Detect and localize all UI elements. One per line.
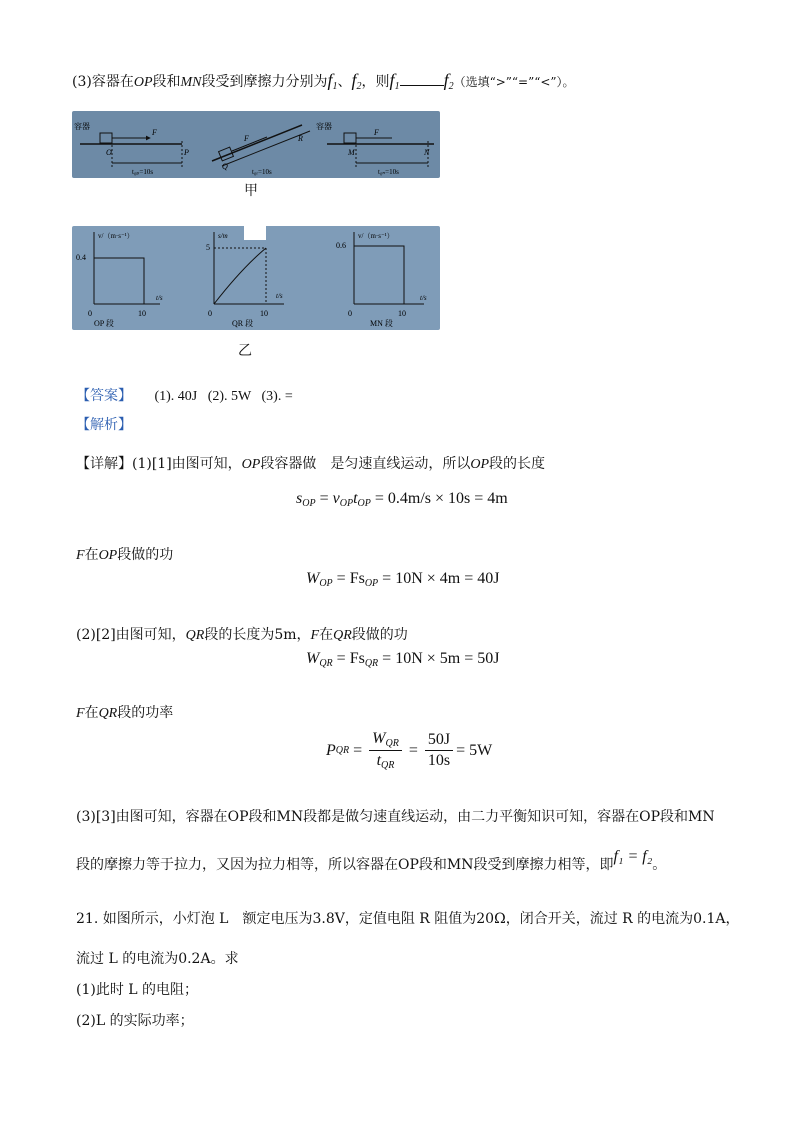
detail3-eq: f₁ = f₂ (613, 848, 653, 865)
q3-f2-sub: 2 (356, 81, 362, 92)
q3-f1b-sub: 1 (394, 81, 400, 92)
detail2-text4: 段做的功 (351, 627, 408, 643)
answer-items: (1). 40J (2). 5W (3). = (154, 389, 293, 404)
q3-f1-sub: 1 (332, 81, 338, 92)
p1-O: O (106, 148, 112, 157)
q3-text-e: （选填“>”“=”“<”）。 (453, 75, 575, 89)
detail1-text2: 段容器做 是匀速直线运动，所以 (260, 456, 471, 472)
q3-text-b: 段和 (152, 74, 181, 90)
q3-f2: f (351, 70, 357, 90)
eq4-rhs: = 5W (456, 741, 493, 759)
q3-f2b-sub: 2 (448, 81, 454, 92)
q3-sep: 、 (337, 74, 352, 90)
p1-P: P (184, 148, 189, 157)
g3-xval: 10 (398, 309, 406, 318)
eq1-lhs-sub: OP (302, 498, 316, 509)
figure-yi-caption: 乙 (238, 343, 252, 359)
q3-text-a: (3)容器在 (72, 74, 134, 90)
figure-jia-drawing (72, 111, 440, 178)
g1-xval: 10 (138, 309, 146, 318)
figure-yi-notch (244, 224, 266, 240)
detail2-qr2: QR (333, 628, 352, 643)
eq4-num2: 50J (425, 731, 453, 751)
q3-f1b: f (389, 70, 395, 90)
figure-yi-graphs (72, 226, 440, 330)
f-qr-text: 在 (84, 705, 99, 721)
equation-1: $s_{OP} = v_{OP}t_{OP} = 0.4m/s \times 10s = 4m$ (296, 490, 508, 509)
detail3-line2-text: 段的摩擦力等于拉力，又因为拉力相等，所以容器在OP段和MN段受到摩擦力相等，即 (76, 857, 614, 873)
q21-line2: 流过 L 的电流为0.2A。求 (76, 951, 239, 967)
eq2-mid-sub: OP (364, 578, 379, 589)
eq2-rhs: = 10N × 4m = 40J (382, 570, 500, 587)
f-op-F: F (76, 548, 85, 563)
q21-item2: (2)L 的实际功率； (76, 1013, 194, 1029)
f-qr-F: F (76, 706, 85, 721)
eq1-t: t (353, 490, 358, 507)
detail1-op2: OP (470, 457, 490, 472)
eq1-rhs: = 0.4m/s × 10s = 4m (374, 490, 508, 507)
eq4-den: t (376, 752, 382, 769)
f-qr-qr: QR (98, 706, 118, 721)
answer-label: 【答案】 (76, 388, 132, 404)
detail2-text3: 在 (319, 627, 334, 643)
g1-xorigin: 0 (88, 309, 92, 318)
f-op-line (76, 544, 173, 564)
figure-jia (72, 111, 440, 178)
eq3-rhs: = 10N × 5m = 50J (382, 650, 500, 667)
p1-time: t₀ₚ=10s (132, 168, 154, 176)
eq4-num: W (372, 730, 386, 747)
detail2-F: F (310, 628, 320, 643)
detail2-qr: QR (185, 628, 205, 643)
answer-blank (400, 73, 444, 86)
detail2-text2: 段的长度为5m， (204, 627, 311, 643)
eq2-lhs: W (306, 570, 320, 587)
g1-ylabel: v/（m·s⁻¹） (98, 232, 134, 240)
figure-jia-caption: 甲 (244, 183, 258, 199)
eq3-lhs: W (306, 650, 320, 667)
q3-f1: f (327, 70, 333, 90)
equation-4: P QR = $\frac{W_{QR}}{t_{QR}}$ = $\frac{50J}{10s}$ = 5W (326, 730, 493, 771)
detail-label: 【详解】 (76, 456, 132, 472)
detail1-text: (1)[1]由图可知， (132, 456, 242, 472)
eq3-lhs-sub: QR (319, 658, 333, 669)
answer-line (76, 385, 293, 405)
q21-item1: (1)此时 L 的电阻； (76, 982, 199, 998)
detail1-text3: 段的长度 (489, 456, 546, 472)
f-qr-text2: 段的功率 (117, 705, 174, 721)
p3-F: F (374, 128, 379, 137)
detail1-line (76, 453, 545, 473)
q3-op: OP (133, 75, 153, 90)
g1-xlabel: t/s (156, 294, 163, 302)
p3-M: M (348, 148, 355, 157)
g3-xorigin: 0 (348, 309, 352, 318)
figure-yi (72, 226, 440, 330)
eq1-lhs: s (296, 490, 303, 507)
detail3-line1: (3)[3]由图可知，容器在OP段和MN段都是做匀速直线运动，由二力平衡知识可知，容器在OP段和MN (76, 809, 715, 825)
p2-F: F (244, 134, 249, 143)
g2-seg: QR 段 (232, 319, 254, 328)
p3-container: 容器 (316, 122, 332, 131)
p3-N: N (424, 148, 430, 157)
eq2-mid: = Fs (336, 570, 365, 587)
f-op-op: OP (98, 548, 118, 563)
eq1-v-sub: OP (339, 498, 354, 509)
g2-xorigin: 0 (208, 309, 212, 318)
g3-xlabel: t/s (420, 294, 427, 302)
g3-seg: MN 段 (370, 319, 393, 328)
eq3-mid: = Fs (336, 650, 365, 667)
eq4-lhs: P (326, 741, 336, 759)
g1-yval: 0.4 (76, 253, 86, 262)
detail2-text: (2)[2]由图可知， (76, 627, 186, 643)
g2-yval: 5 (206, 243, 210, 252)
eq4-den-sub: QR (381, 760, 395, 771)
g3-yval: 0.6 (336, 241, 346, 250)
detail3-end: 。 (652, 857, 667, 873)
detail3-line2 (76, 848, 667, 874)
eq4-frac2 (425, 731, 453, 770)
p1-F: F (152, 128, 157, 137)
f-op-text: 在 (84, 547, 99, 563)
q3-line (72, 70, 575, 92)
p2-R: R (298, 134, 303, 143)
eq4-frac1 (369, 730, 402, 771)
eq4-den2: 10s (427, 752, 451, 769)
eq1-v: v (332, 490, 340, 507)
eq3-mid-sub: QR (364, 658, 379, 669)
p2-Q: Q (222, 162, 228, 171)
q21-line1: 21. 如图所示，小灯泡 L 额定电压为3.8V，定值电阻 R 阻值为20Ω，闭合开关，流过 R 的电流为0.1A， (76, 911, 740, 927)
eq1-t-sub: OP (357, 498, 371, 509)
q3-mn: MN (180, 75, 202, 90)
g3-ylabel: v/（m·s⁻¹） (358, 232, 394, 240)
f-op-text2: 段做的功 (117, 547, 174, 563)
detail2-line (76, 624, 408, 644)
eq2-lhs-sub: OP (319, 578, 333, 589)
p1-container: 容器 (74, 122, 90, 131)
analysis-label: 【解析】 (76, 417, 132, 433)
f-qr-line (76, 702, 173, 722)
g2-ylabel: s/m (218, 232, 228, 240)
g2-xlabel: t/s (276, 292, 283, 300)
equation-3 (306, 650, 499, 669)
equation-2 (306, 570, 499, 589)
g1-seg: OP 段 (94, 319, 114, 328)
p2-time: t₀ᵣ=10s (252, 168, 272, 176)
g2-xval: 10 (260, 309, 268, 318)
q3-f2b: f (443, 70, 449, 90)
q3-text-c: 段受到摩擦力分别为 (201, 74, 328, 90)
p3-time: t₀ₙ=10s (378, 168, 399, 176)
detail1-op: OP (241, 457, 261, 472)
q3-text-d: ，则 (361, 74, 390, 90)
eq4-lhs-sub: QR (335, 745, 350, 756)
eq4-num-sub: QR (385, 738, 399, 749)
